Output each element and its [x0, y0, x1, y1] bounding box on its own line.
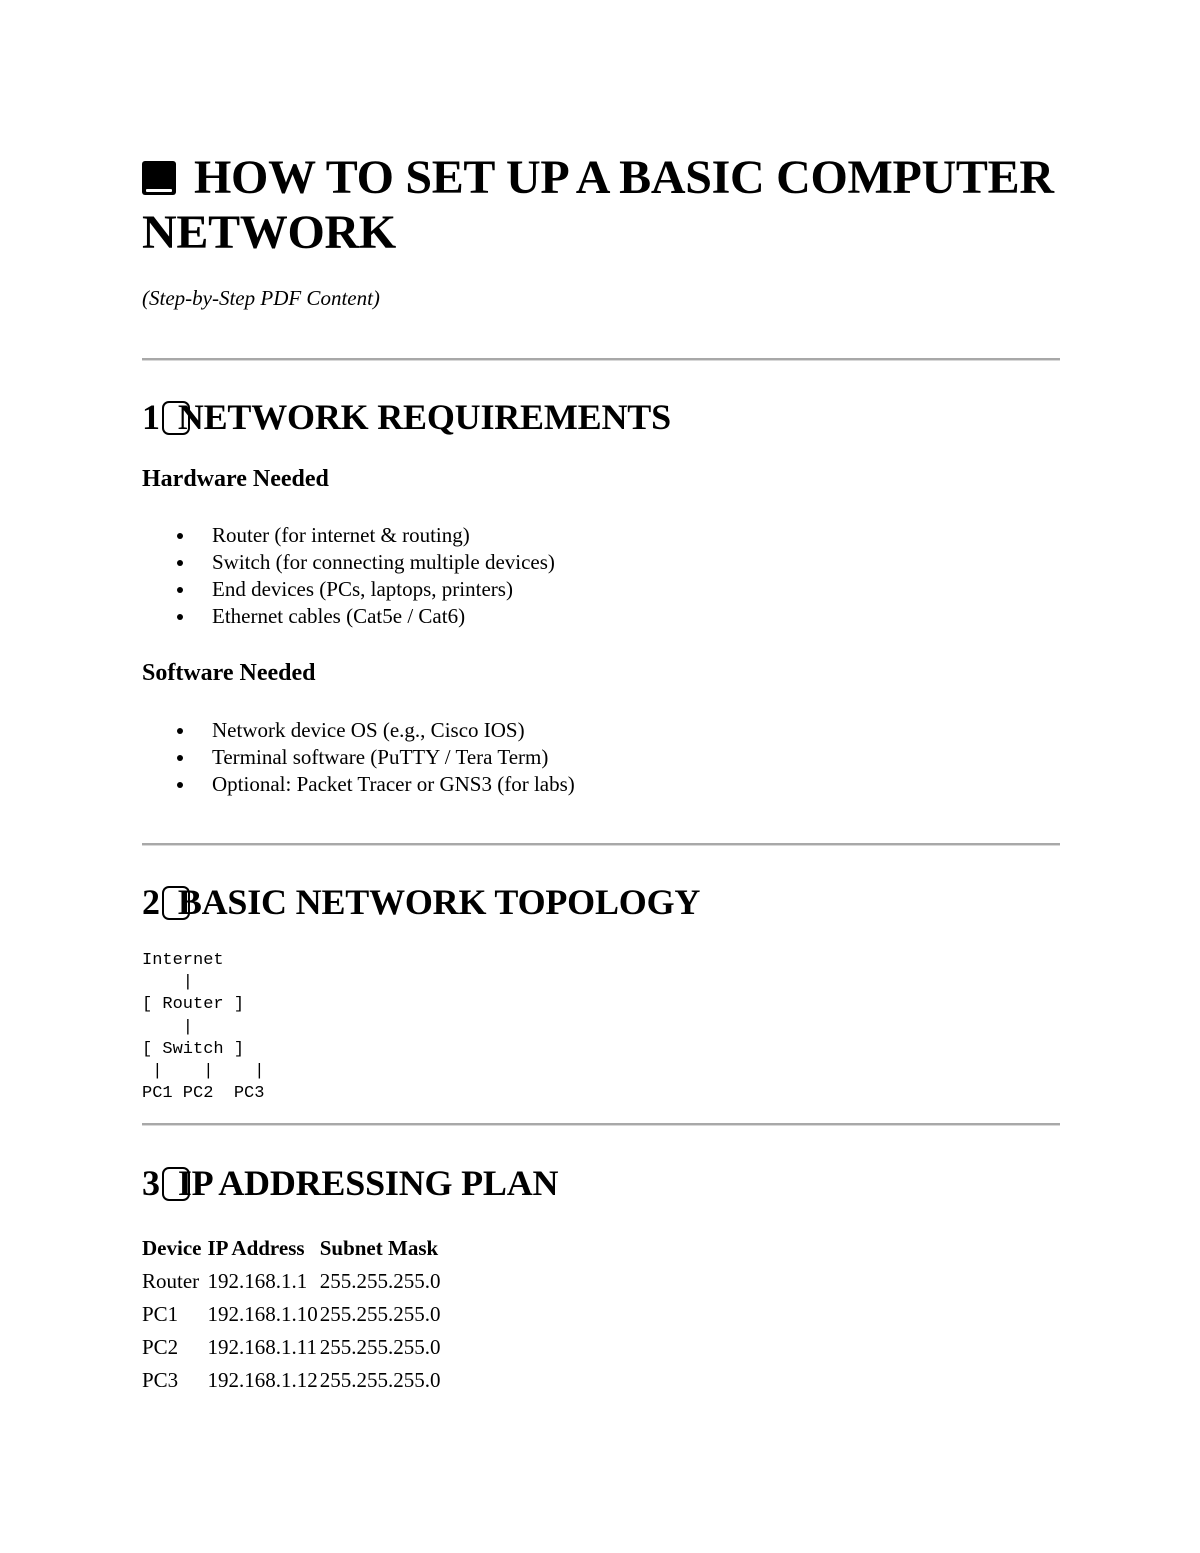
list-item: Router (for internet & routing)	[142, 522, 555, 549]
table-cell: 192.168.1.10	[207, 1302, 318, 1326]
keycap-icon	[162, 401, 190, 435]
table-cell: 192.168.1.1	[207, 1269, 308, 1293]
topology-diagram: Internet | [ Router ] | [ Switch ] | | | PC1 PC2 PC3	[142, 951, 265, 1104]
title-text: HOW TO SET UP A BASIC COMPUTER NETWORK	[142, 151, 1054, 259]
list-item: Network device OS (e.g., Cisco IOS)	[142, 717, 575, 744]
column-header: Device	[142, 1236, 202, 1260]
table-cell: 255.255.255.0	[319, 1368, 441, 1392]
book-icon	[142, 161, 176, 195]
table-cell: PC1	[142, 1302, 179, 1326]
table-row	[142, 1331, 444, 1364]
document-title	[142, 150, 1072, 260]
subsection-heading-software: Software Needed	[142, 660, 316, 686]
list-item: Ethernet cables (Cat5e / Cat6)	[142, 603, 555, 630]
list-item: Optional: Packet Tracer or GNS3 (for labs)	[142, 771, 575, 798]
column-header: IP Address	[207, 1236, 305, 1260]
section-3-heading: 3 IP ADDRESSING PLAN	[142, 1163, 559, 1203]
horizontal-rule	[142, 358, 1060, 361]
column-header: Subnet Mask	[319, 1236, 439, 1260]
table-cell: 255.255.255.0	[319, 1335, 441, 1359]
table-cell: 192.168.1.12	[207, 1368, 318, 1392]
section-1-heading: 1 NETWORK REQUIREMENTS	[142, 397, 671, 437]
list-item: End devices (PCs, laptops, printers)	[142, 576, 555, 603]
hardware-list	[142, 522, 555, 630]
section-2-heading: 2 BASIC NETWORK TOPOLOGY	[142, 882, 701, 922]
table-cell: PC2	[142, 1335, 179, 1359]
keycap-icon	[162, 1167, 190, 1201]
table-row	[142, 1265, 444, 1298]
software-list	[142, 717, 575, 798]
table-cell: 255.255.255.0	[319, 1269, 441, 1293]
horizontal-rule	[142, 1123, 1060, 1126]
ip-addressing-table	[142, 1232, 444, 1397]
list-item: Switch (for connecting multiple devices)	[142, 549, 555, 576]
list-item: Terminal software (PuTTY / Tera Term)	[142, 744, 575, 771]
table-cell: Router	[142, 1269, 200, 1293]
table-row	[142, 1298, 444, 1331]
table-cell: PC3	[142, 1368, 179, 1392]
table-cell: 255.255.255.0	[319, 1302, 441, 1326]
table-row	[142, 1364, 444, 1397]
keycap-icon	[162, 886, 190, 920]
table-cell: 192.168.1.11	[207, 1335, 317, 1359]
table-header-row	[142, 1232, 444, 1265]
subsection-heading-hardware: Hardware Needed	[142, 466, 329, 492]
document-subtitle: (Step-by-Step PDF Content)	[142, 286, 380, 310]
horizontal-rule	[142, 843, 1060, 846]
